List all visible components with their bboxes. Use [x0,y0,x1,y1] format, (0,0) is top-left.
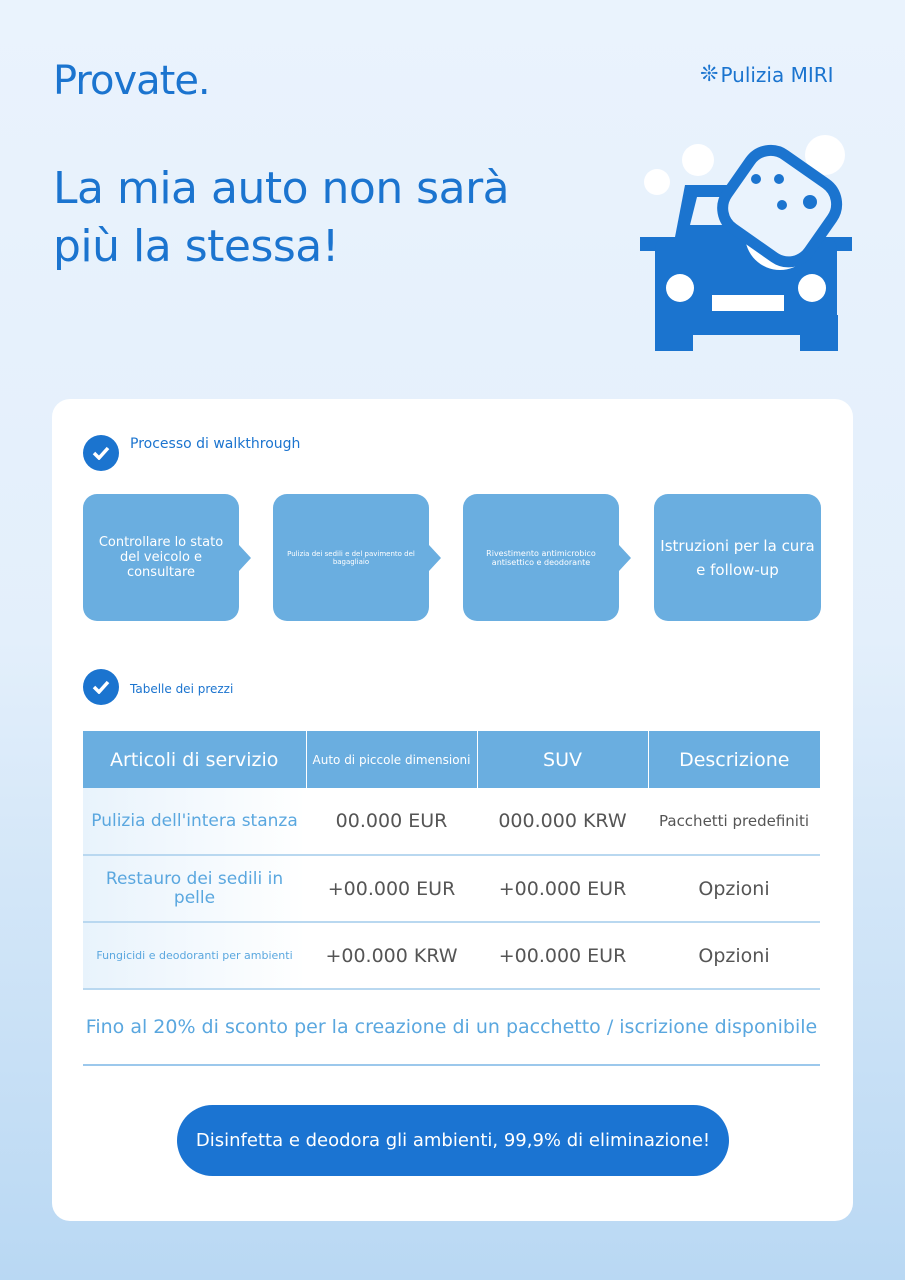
price-small: +00.000 EUR [306,855,477,922]
pricing-title: Tabelle dei prezzi [130,682,234,696]
headline: La mia auto non sarà più la stessa! [53,163,510,272]
service-name: Fungicidi e deodoranti per ambienti [83,922,306,989]
brand-name: Pulizia MIRI [720,62,834,87]
column-header: Auto di piccole dimensioni [306,731,477,788]
process-step: Istruzioni per la cura e follow-up [654,494,821,621]
price-suv: +00.000 EUR [477,855,648,922]
arrow-icon [619,545,631,571]
description: Opzioni [648,922,820,989]
table-row [83,788,820,855]
brand-logo [700,62,834,87]
sparkle-icon: ❊ [700,62,719,87]
process-step: Rivestimento antimicrobico antisettico e deodorante [463,494,619,621]
description: Pacchetti predefiniti [648,788,820,855]
arrow-icon [239,545,251,571]
process-step: Pulizia dei sedili e del pavimento del bagagliaio [273,494,429,621]
pricing-table [83,731,820,990]
price-small: 00.000 EUR [306,788,477,855]
arrow-icon [429,545,441,571]
service-name: Restauro dei sedili in pelle [83,855,306,922]
car-wash-icon [640,125,860,355]
check-icon [83,435,119,471]
check-icon [83,669,119,705]
process-title: Processo di walkthrough [130,436,301,452]
cta-button[interactable]: Disinfetta e deodora gli ambienti, 99,9% di eliminazione! [177,1105,729,1176]
price-suv: +00.000 EUR [477,922,648,989]
service-name: Pulizia dell'intera stanza [83,788,306,855]
table-row [83,855,820,922]
table-header [83,731,820,788]
discount-note: Fino al 20% di sconto per la creazione di un pacchetto / iscrizione disponibile [83,990,820,1066]
column-header: Descrizione [648,731,820,788]
price-small: +00.000 KRW [306,922,477,989]
column-header: SUV [477,731,648,788]
tagline: Provate. [53,58,210,104]
table-row [83,922,820,989]
process-step: Controllare lo stato del veicolo e consultare [83,494,239,621]
price-suv: 000.000 KRW [477,788,648,855]
column-header: Articoli di servizio [83,731,306,788]
description: Opzioni [648,855,820,922]
